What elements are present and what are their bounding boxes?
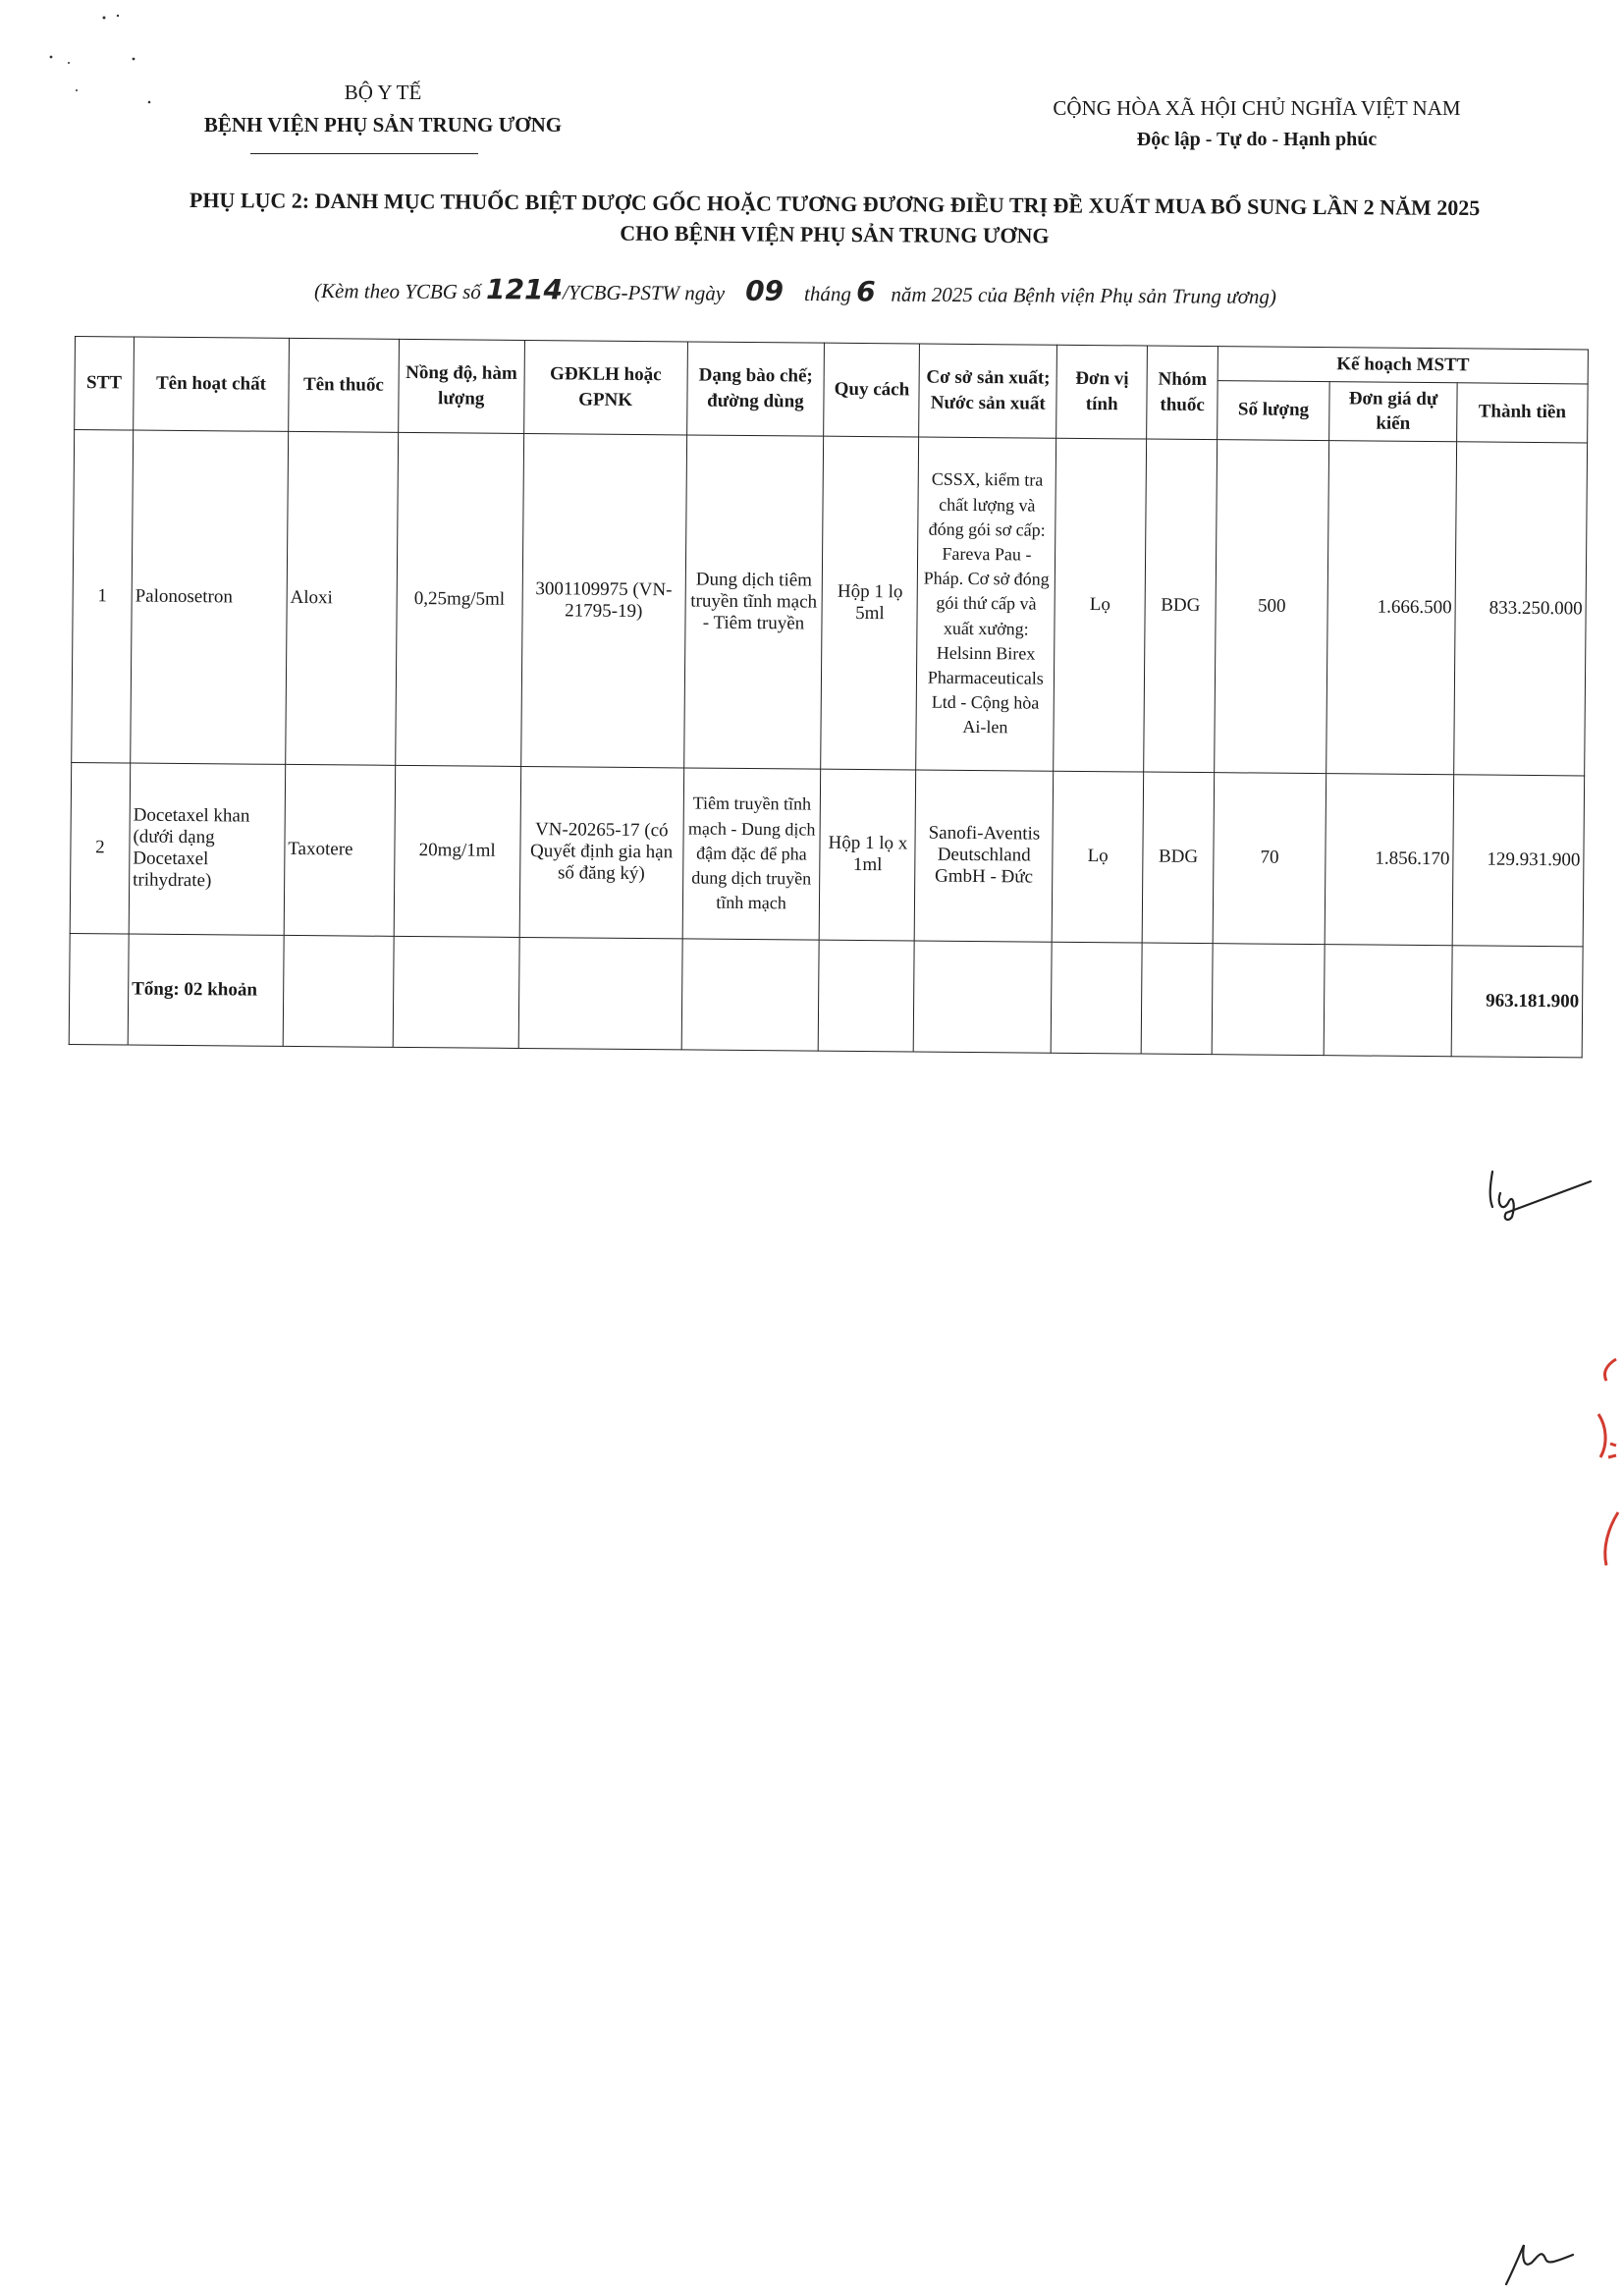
cell-empty <box>69 933 129 1045</box>
cell-empty <box>914 941 1053 1053</box>
header-dosage-form: Dạng bào chế; đường dùng <box>686 342 825 436</box>
header-drug-group: Nhóm thuốc <box>1147 346 1218 440</box>
drug-table <box>69 336 1589 1058</box>
cell-unit-price: 1.856.170 <box>1325 774 1453 946</box>
header-packaging: Quy cách <box>824 343 920 437</box>
cell-active: Palonosetron <box>131 430 289 764</box>
cell-unit-price: 1.666.500 <box>1326 441 1457 775</box>
national-motto: Độc lập - Tự do - Hạnh phúc <box>1136 128 1378 150</box>
cell-manufacturer: Sanofi-Aventis Deutschland GmbH - Đức <box>915 770 1054 942</box>
handwritten-day: 09 <box>745 274 785 307</box>
handwritten-month: 6 <box>856 275 876 308</box>
subtitle-suffix: năm 2025 của Bệnh viện Phụ sản Trung ương) <box>886 282 1276 308</box>
cell-quantity: 70 <box>1213 773 1326 945</box>
cell-empty <box>1141 943 1213 1055</box>
table-row <box>72 429 1588 775</box>
scan-specks <box>39 10 157 118</box>
header-manufacturer: Cơ sở sản xuất; Nước sản xuất <box>919 344 1057 438</box>
total-amount: 963.181.900 <box>1451 946 1583 1058</box>
header-quantity: Số lượng <box>1218 380 1329 440</box>
header-unit: Đơn vị tính <box>1056 345 1148 439</box>
table-header-row <box>75 337 1588 384</box>
title-line-2: CHO BỆNH VIỆN PHỤ SẢN TRUNG ƯƠNG <box>620 220 1050 248</box>
total-label: Tổng: 02 khoản <box>128 934 284 1046</box>
document-title <box>88 185 1581 254</box>
header-registration: GĐKLH hoặc GPNK <box>523 340 687 434</box>
handwritten-doc-number: 1214 <box>486 273 564 306</box>
cell-empty <box>1051 942 1142 1054</box>
cell-concentration: 0,25mg/5ml <box>395 432 523 766</box>
cell-packaging: Hộp 1 lọ 5ml <box>821 436 919 770</box>
subtitle-month-label: tháng <box>798 282 857 306</box>
cell-empty <box>1212 944 1325 1056</box>
cell-registration: VN-20265-17 (có Quyết định gia hạn số đăng ký) <box>519 766 683 938</box>
cell-empty <box>681 939 820 1051</box>
cell-registration: 3001109975 (VN-21795-19) <box>520 433 686 767</box>
cell-concentration: 20mg/1ml <box>394 765 520 937</box>
table-row <box>70 762 1584 946</box>
cell-unit: Lọ <box>1054 438 1147 772</box>
header-left-underline <box>250 153 478 154</box>
cell-drug: Taxotere <box>284 764 395 936</box>
cell-empty <box>393 936 519 1048</box>
header-right <box>982 92 1532 155</box>
cell-dosage-form: Dung dịch tiêm truyền tĩnh mạch - Tiêm truyền <box>683 435 824 769</box>
header-stt: STT <box>75 337 135 430</box>
table-total-row <box>69 933 1583 1057</box>
cell-amount: 833.250.000 <box>1454 442 1588 776</box>
cell-stt: 2 <box>70 762 130 934</box>
signature-initials-bottom <box>1502 2229 1581 2288</box>
cell-drug: Aloxi <box>286 431 399 765</box>
cell-group: BDG <box>1142 772 1214 944</box>
header-amount: Thành tiền <box>1457 382 1589 442</box>
cell-active: Docetaxel khan (dưới dạng Docetaxel trihydrate) <box>129 763 285 935</box>
cell-group: BDG <box>1144 439 1218 773</box>
subtitle-mid: /YCBG-PSTW ngày <box>562 280 731 305</box>
header-concentration: Nồng độ, hàm lượng <box>398 339 524 433</box>
ministry-name: BỘ Y TẾ <box>344 81 422 104</box>
cell-empty <box>1324 945 1452 1057</box>
header-plan: Kế hoạch MSTT <box>1218 347 1588 384</box>
document-subtitle <box>147 271 1443 311</box>
header-left <box>147 77 619 140</box>
cell-stt: 1 <box>72 429 134 763</box>
signature-initials <box>1473 1164 1600 1223</box>
cell-empty <box>518 937 682 1049</box>
header-unit-price: Đơn giá dự kiến <box>1329 381 1457 441</box>
header-drug-name: Tên thuốc <box>289 338 400 432</box>
cell-manufacturer: CSSX, kiểm tra chất lượng và đóng gói sơ cấp: Fareva Pau - Pháp. Cơ sở đóng gói thứ cấp và xuất xưởng: Helsinn Birex Pharmaceuticals Ltd - Cộng hòa Ai-len <box>916 437 1056 771</box>
country-name: CỘNG HÒA XÃ HỘI CHỦ NGHĨA VIỆT NAM <box>1053 96 1461 120</box>
hospital-name: BỆNH VIỆN PHỤ SẢN TRUNG ƯƠNG <box>203 112 563 137</box>
cell-dosage-form: Tiêm truyền tĩnh mạch - Dung dịch đậm đặc để pha dung dịch truyền tĩnh mạch <box>682 768 821 940</box>
red-stamp-edge <box>1577 1355 1624 1571</box>
cell-empty <box>819 940 915 1052</box>
subtitle-prefix: (Kèm theo YCBG số <box>314 279 487 304</box>
cell-unit: Lọ <box>1052 771 1143 943</box>
cell-amount: 129.931.900 <box>1452 775 1585 947</box>
cell-quantity: 500 <box>1215 440 1329 774</box>
title-line-1: PHỤ LỤC 2: DANH MỤC THUỐC BIỆT DƯỢC GỐC HOẶC TƯƠNG ĐƯƠNG ĐIỀU TRỊ ĐỀ XUẤT MUA BỔ SUNG LẦN 2 NĂM 2025 <box>189 187 1481 221</box>
cell-packaging: Hộp 1 lọ x 1ml <box>820 769 916 941</box>
cell-empty <box>283 935 394 1047</box>
header-active-ingredient: Tên hoạt chất <box>134 337 290 431</box>
